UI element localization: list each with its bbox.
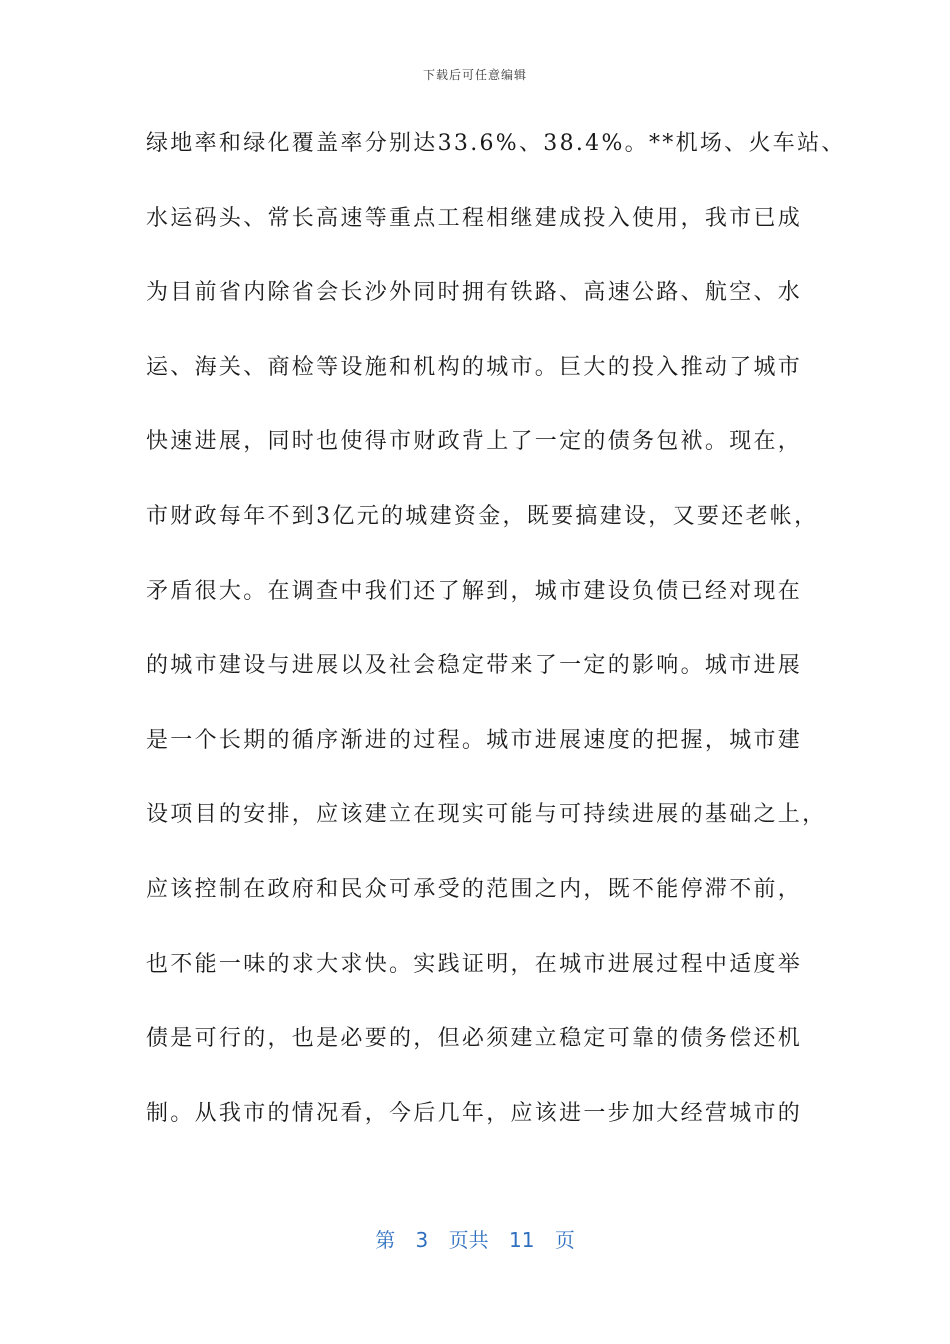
text-line: 的城市建设与进展以及社会稳定带来了一定的影响。城市进展 <box>146 653 803 679</box>
text-line: 债是可行的，也是必要的，但必须建立稳定可靠的债务偿还机 <box>146 1026 803 1052</box>
total-pages-number: 11 <box>509 1228 535 1252</box>
text-line: 应该控制在政府和民众可承受的范围之内，既不能停滞不前， <box>146 876 803 902</box>
document-body <box>146 118 846 1162</box>
page-middle: 页共 <box>448 1228 489 1252</box>
page-suffix: 页 <box>554 1228 575 1252</box>
text-line: 运、海关、商检等设施和机构的城市。巨大的投入推动了城市 <box>146 354 803 380</box>
text-line: 也不能一味的求大求快。实践证明，在城市进展过程中适度举 <box>146 951 803 977</box>
text-line: 设项目的安排，应该建立在现实可能与可持续进展的基础之上， <box>146 802 827 828</box>
text-line: 矛盾很大。在调查中我们还了解到，城市建设负债已经对现在 <box>146 578 803 604</box>
text-line: 绿地率和绿化覆盖率分别达33.6%、38.4%。**机场、火车站、 <box>146 131 846 156</box>
text-line: 是一个长期的循序渐进的过程。城市进展速度的把握，城市建 <box>146 727 803 753</box>
page-prefix: 第 <box>375 1228 396 1252</box>
text-line: 为目前省内除省会长沙外同时拥有铁路、高速公路、航空、水 <box>146 280 803 306</box>
current-page-number: 3 <box>415 1228 429 1252</box>
text-line: 快速进展，同时也使得市财政背上了一定的债务包袱。现在， <box>146 429 803 455</box>
page-header: 下载后可任意编辑 <box>422 68 527 82</box>
page-footer <box>0 1224 950 1253</box>
text-line: 市财政每年不到3亿元的城建资金，既要搞建设，又要还老帐， <box>146 503 819 529</box>
text-line: 水运码头、常长高速等重点工程相继建成投入使用，我市已成 <box>146 205 803 231</box>
text-line: 制。从我市的情况看，今后几年，应该进一步加大经营城市的 <box>146 1100 803 1126</box>
